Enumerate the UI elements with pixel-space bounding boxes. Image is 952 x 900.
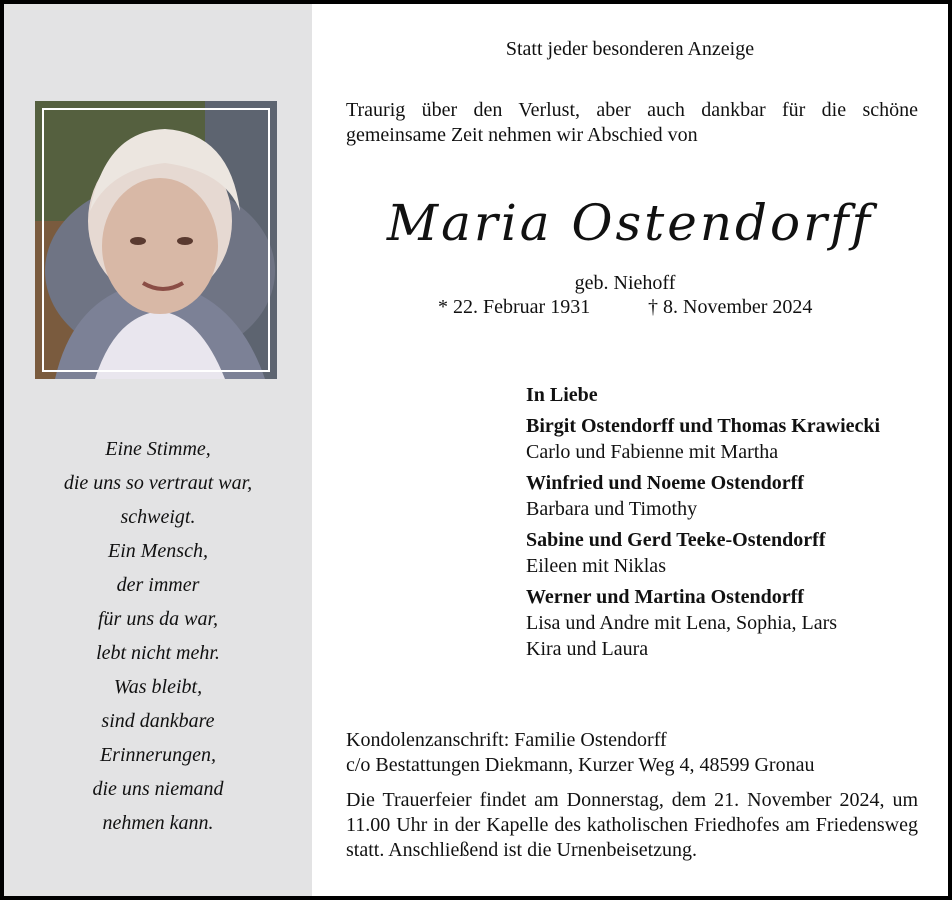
family-group-children: Kira und Laura: [526, 638, 649, 660]
family-group-names: Sabine und Gerd Teeke-Ostendorff: [526, 529, 826, 551]
notice-header: Statt jeder besonderen Anzeige: [505, 38, 755, 60]
footer: [346, 728, 918, 863]
family-group: [526, 527, 936, 579]
poem-line: für uns da war,: [97, 608, 219, 630]
photo-border: [42, 108, 270, 372]
family-group-names: Werner und Martina Ostendorff: [526, 586, 804, 608]
family-group-children: Eileen mit Niklas: [526, 555, 666, 577]
family-group: [526, 413, 936, 465]
birth-date: * 22. Februar 1931: [438, 296, 591, 318]
poem-line: Was bleibt,: [113, 676, 203, 698]
intro-text: Traurig über den Verlust, aber auch dankbar für die schöne gemeinsame Zeit nehmen wir Abschied von: [346, 99, 918, 146]
ceremony-info: Die Trauerfeier findet am Donnerstag, dem 21. November 2024, um 11.00 Uhr in der Kapelle des katholischen Friedhofes am Friedensweg statt. Anschließend ist die Urnenbeisetzung.: [346, 789, 918, 861]
poem-line: lebt nicht mehr.: [96, 642, 220, 664]
sidebar: [4, 4, 312, 896]
condolence-address-line2: c/o Bestattungen Diekmann, Kurzer Weg 4, 48599 Gronau: [346, 754, 815, 776]
poem-line: die uns niemand: [92, 778, 224, 800]
family-group-names: Birgit Ostendorff und Thomas Krawiecki: [526, 415, 881, 437]
family-group: [526, 470, 936, 522]
main-content: [312, 4, 948, 896]
family-group-children: Carlo und Fabienne mit Martha: [526, 441, 779, 463]
family-heading: In Liebe: [526, 384, 598, 406]
poem-line: Eine Stimme,: [105, 438, 211, 460]
poem: [4, 432, 312, 840]
poem-line: der immer: [116, 574, 200, 596]
family-group-children: Barbara und Timothy: [526, 498, 698, 520]
death-date: † 8. November 2024: [648, 296, 813, 318]
poem-line: schweigt.: [120, 506, 196, 528]
family-group-children: Lisa und Andre mit Lena, Sophia, Lars: [526, 612, 838, 634]
family-list: [526, 382, 936, 662]
poem-line: sind dankbare: [101, 710, 215, 732]
deceased-name: Maria Ostendorff: [386, 194, 874, 252]
maiden-name: geb. Niehoff: [574, 272, 676, 294]
family-group: [526, 584, 936, 662]
poem-line: nehmen kann.: [102, 812, 214, 834]
poem-line: Ein Mensch,: [108, 540, 208, 562]
portrait-photo: [35, 101, 277, 379]
poem-line: Erinnerungen,: [99, 744, 217, 766]
condolence-address: Kondolenzanschrift: Familie Ostendorff: [346, 729, 667, 751]
family-group-names: Winfried und Noeme Ostendorff: [526, 472, 804, 494]
poem-line: die uns so vertraut war,: [63, 472, 253, 494]
